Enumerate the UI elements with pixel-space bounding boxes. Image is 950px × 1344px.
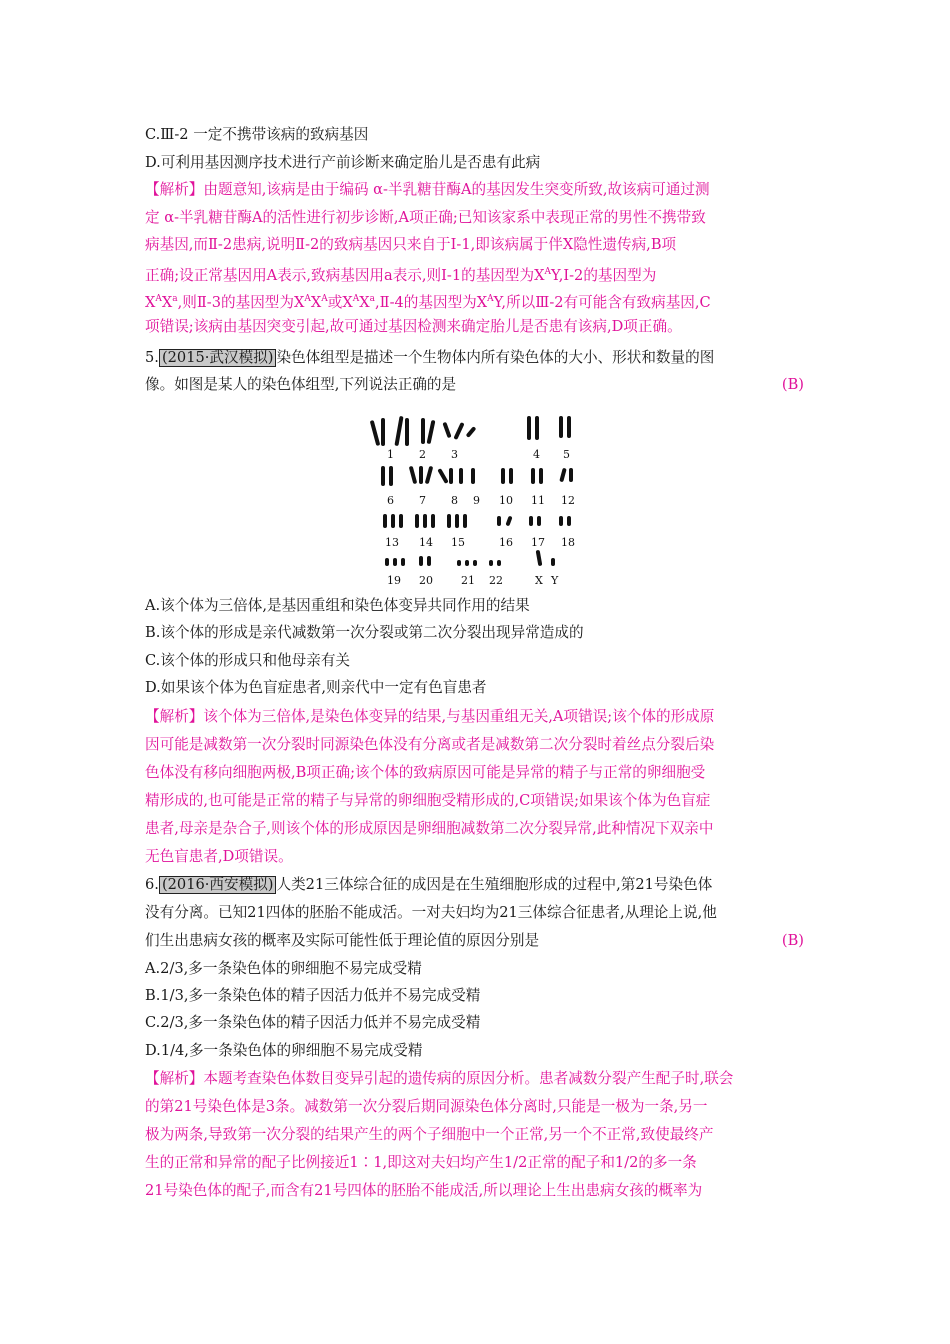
q5-option-c: C.该个体的形成只和他母亲有关 bbox=[145, 652, 351, 669]
q5-analysis-line-1: 【解析】该个体为三倍体,是染色体变异的结果,与基因重组无关,A项错误;该个体的形成原 bbox=[145, 708, 715, 725]
q6-source-tag: (2016·西安模拟) bbox=[159, 876, 277, 894]
karyotype-label: Y bbox=[551, 574, 559, 587]
q5-stem-line-1 bbox=[145, 348, 714, 368]
q6-option-c: C.2/3,多一条染色体的精子因活力低并不易完成受精 bbox=[145, 1014, 481, 1031]
karyotype-label: 22 bbox=[489, 574, 503, 587]
karyotype-label: 18 bbox=[561, 536, 575, 549]
prev-analysis-line-5: $X^AX^a$,则Ⅱ-3的基因型为$X^AX^A$或$X^AX^a,Ⅱ-4$的基因型为$X^AY$,所以Ⅲ-2有可能含有致病基因,C bbox=[145, 293, 711, 311]
prev-analysis-line-2: 定 α-半乳糖苷酶A的活性进行初步诊断,A项正确;已知该家系中表现正常的男性不携带致 bbox=[145, 209, 706, 226]
q6-analysis-line-2: 的第21号染色体是3条。减数第一次分裂后期同源染色体分离时,只能是一极为一条,另一 bbox=[145, 1098, 708, 1115]
q5-source-tag: (2015·武汉模拟) bbox=[159, 349, 277, 367]
q6-option-b: B.1/3,多一条染色体的精子因活力低并不易完成受精 bbox=[145, 987, 481, 1004]
q5-analysis-line-4: 精形成的,也可能是正常的精子与异常的卵细胞受精形成的,C项错误;如果该个体为色盲症 bbox=[145, 792, 711, 809]
prev-analysis-line-3: 病基因,而Ⅱ-2患病,说明Ⅱ-2的致病基因只来自于Ⅰ-1,即该病属于伴X隐性遗传病,B项 bbox=[145, 236, 677, 253]
karyotype-label: 14 bbox=[419, 536, 433, 549]
q6-stem-line-3: 们生出患病女孩的概率及实际可能性低于理论值的原因分别是 bbox=[145, 932, 540, 949]
karyotype-label: 19 bbox=[387, 574, 401, 587]
q5-analysis-line-6: 无色盲患者,D项错误。 bbox=[145, 848, 293, 865]
q5-analysis-line-2: 因可能是减数第一次分裂时同源染色体没有分离或者是减数第二次分裂时着丝点分裂后染 bbox=[145, 736, 715, 753]
karyotype-label: 6 bbox=[387, 494, 394, 507]
prev-option-c: C.Ⅲ-2 一定不携带该病的致病基因 bbox=[145, 126, 369, 143]
q5-stem-line-2: 像。如图是某人的染色体组型,下列说法正确的是 bbox=[145, 376, 457, 393]
q6-stem-line-1 bbox=[145, 875, 712, 895]
karyotype-label: X bbox=[535, 574, 543, 587]
karyotype-figure bbox=[365, 408, 585, 588]
karyotype-label: 3 bbox=[451, 448, 458, 461]
karyotype-label: 10 bbox=[499, 494, 513, 507]
q6-stem-line-2: 没有分离。已知21四体的胚胎不能成活。一对夫妇均为21三体综合征患者,从理论上说,他 bbox=[145, 904, 717, 921]
q6-option-a: A.2/3,多一条染色体的卵细胞不易完成受精 bbox=[145, 960, 422, 977]
q5-option-d: D.如果该个体为色盲症患者,则亲代中一定有色盲患者 bbox=[145, 679, 487, 696]
prev-option-d: D.可利用基因测序技术进行产前诊断来确定胎儿是否患有此病 bbox=[145, 154, 541, 171]
q5-option-b: B.该个体的形成是亲代减数第一次分裂或第二次分裂出现异常造成的 bbox=[145, 624, 584, 641]
q6-answer: (B) bbox=[781, 932, 804, 949]
q5-analysis-line-5: 患者,母亲是杂合子,则该个体的形成原因是卵细胞减数第二次分裂异常,此种情况下双亲中 bbox=[145, 820, 714, 837]
karyotype-label: 4 bbox=[533, 448, 540, 461]
karyotype-label: 16 bbox=[499, 536, 513, 549]
prev-analysis-line-1: 【解析】由题意知,该病是由于编码 α-半乳糖苷酶A的基因发生突变所致,故该病可通过测 bbox=[145, 181, 710, 198]
q6-analysis-line-3: 极为两条,导致第一次分裂的结果产生的两个子细胞中一个正常,另一个不正常,致使最终产 bbox=[145, 1126, 714, 1143]
karyotype-label: 17 bbox=[531, 536, 545, 549]
karyotype-label: 12 bbox=[561, 494, 575, 507]
q6-number: 6. bbox=[145, 876, 159, 893]
karyotype-label: 21 bbox=[461, 574, 475, 587]
karyotype-label: 7 bbox=[419, 494, 426, 507]
karyotype-label: 5 bbox=[563, 448, 570, 461]
q6-analysis-line-1: 【解析】本题考查染色体数目变异引起的遗传病的原因分析。患者减数分裂产生配子时,联会 bbox=[145, 1070, 734, 1087]
karyotype-label: 9 bbox=[473, 494, 480, 507]
q6-analysis-line-5: 21号染色体的配子,而含有21号四体的胚胎不能成活,所以理论上生出患病女孩的概率为 bbox=[145, 1182, 703, 1199]
q6-stem-text: 人类21三体综合征的成因是在生殖细胞形成的过程中,第21号染色体 bbox=[276, 876, 713, 893]
q5-analysis-line-3: 色体没有移向细胞两极,B项正确;该个体的致病原因可能是异常的精子与正常的卵细胞受 bbox=[145, 764, 706, 781]
karyotype-label: 8 bbox=[451, 494, 458, 507]
q6-option-d: D.1/4,多一条染色体的卵细胞不易完成受精 bbox=[145, 1042, 423, 1059]
q6-analysis-line-4: 生的正常和异常的配子比例接近1∶1,即这对夫妇均产生1/2正常的配子和1/2的多一条 bbox=[145, 1154, 697, 1171]
karyotype-label: 2 bbox=[419, 448, 426, 461]
q5-answer: (B) bbox=[781, 376, 804, 393]
karyotype-label: 20 bbox=[419, 574, 433, 587]
q5-stem-text: 染色体组型是描述一个生物体内所有染色体的大小、形状和数量的图 bbox=[276, 349, 715, 366]
karyotype-label: 15 bbox=[451, 536, 465, 549]
karyotype-label: 11 bbox=[531, 494, 545, 507]
prev-analysis-line-4: 正确;设正常基因用A表示,致病基因用a表示,则Ⅰ-1的基因型为$X^AY,Ⅰ-2$的基因型为 bbox=[145, 266, 657, 284]
karyotype-label: 1 bbox=[387, 448, 394, 461]
q5-option-a: A.该个体为三倍体,是基因重组和染色体变异共同作用的结果 bbox=[145, 597, 530, 614]
prev-analysis-line-6: 项错误;该病由基因突变引起,故可通过基因检测来确定胎儿是否患有该病,D项正确。 bbox=[145, 318, 682, 335]
karyotype-label: 13 bbox=[385, 536, 399, 549]
q5-number: 5. bbox=[145, 349, 159, 366]
